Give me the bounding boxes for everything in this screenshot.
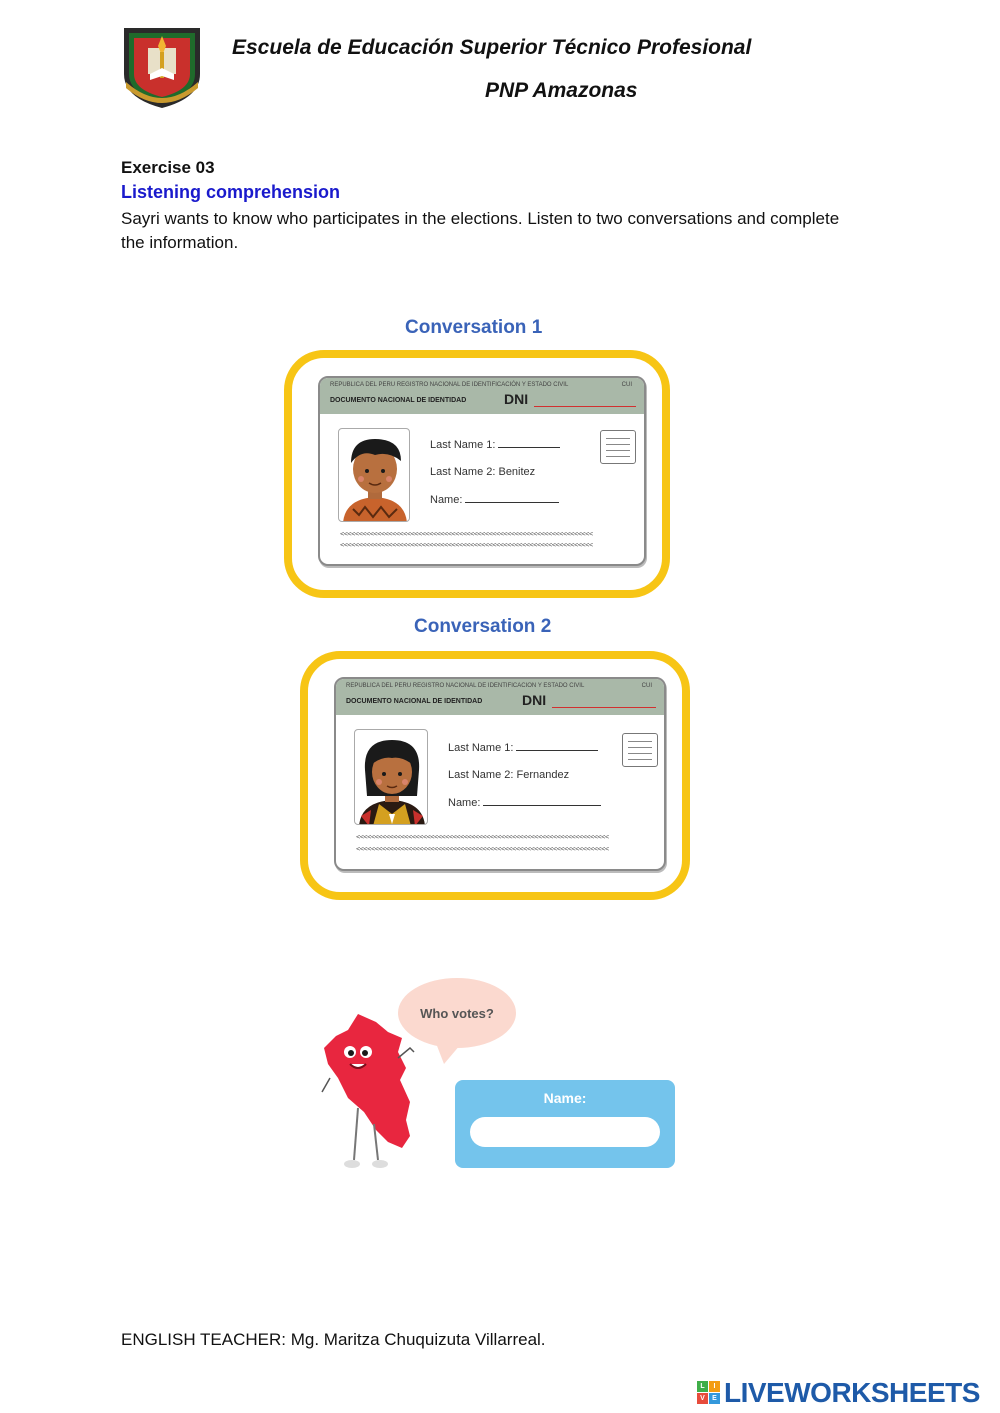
who-votes-name-input[interactable] xyxy=(470,1117,660,1147)
last-name-1-blank[interactable] xyxy=(498,438,560,448)
exercise-number: Exercise 03 xyxy=(121,158,215,177)
brand-tile: V xyxy=(697,1393,708,1404)
peru-map-mascot-icon xyxy=(318,1008,418,1174)
who-votes-name-label: Name: xyxy=(543,1090,587,1106)
conversation-2-title: Conversation 2 xyxy=(414,616,552,637)
exercise-title: Listening comprehension xyxy=(121,182,341,202)
name-field xyxy=(430,493,559,506)
brand-tile: E xyxy=(709,1393,720,1404)
name-blank[interactable] xyxy=(465,493,559,503)
who-votes-name-box xyxy=(455,1080,675,1168)
card-dni-line xyxy=(552,707,656,708)
name-label: Name: xyxy=(448,797,481,809)
card-registry-text: REPUBLICA DEL PERU REGISTRO NACIONAL DE IDENTIFICACION Y ESTADO CIVIL xyxy=(346,683,585,689)
card-dni-text: DNI xyxy=(522,692,547,708)
teacher-credit: ENGLISH TEACHER: Mg. Maritza Chuquizuta Villarreal. xyxy=(121,1330,546,1349)
last-name-2-field: Last Name 2: Benitez xyxy=(430,466,536,478)
school-crest-logo xyxy=(120,22,204,110)
mrz-line-2: <<<<<<<<<<<<<<<<<<<<<<<<<<<<<<<<<<<<<<<<<<<<<<<<<<<<<<<<<<<<<<<<<<<< xyxy=(340,541,593,549)
mrz-line-2: <<<<<<<<<<<<<<<<<<<<<<<<<<<<<<<<<<<<<<<<<<<<<<<<<<<<<<<<<<<<<<<<<<<< xyxy=(356,845,609,853)
barcode-icon xyxy=(600,430,636,464)
photo-girl xyxy=(354,729,428,825)
card-dni-text: DNI xyxy=(504,391,529,407)
liveworksheets-logo-icon xyxy=(697,1381,721,1405)
photo-boy xyxy=(338,428,410,522)
last-name-2-field: Last Name 2: Fernandez xyxy=(448,769,570,781)
name-blank[interactable] xyxy=(483,796,601,806)
card-cui-text: CUI xyxy=(621,382,632,388)
name-label: Name: xyxy=(430,494,463,506)
school-name: Escuela de Educación Superior Técnico Profesional xyxy=(232,36,752,59)
mrz-line-1: <<<<<<<<<<<<<<<<<<<<<<<<<<<<<<<<<<<<<<<<<<<<<<<<<<<<<<<<<<<<<<<<<<<< xyxy=(340,530,593,538)
id-card-1 xyxy=(318,376,646,566)
liveworksheets-brand xyxy=(697,1377,993,1409)
card-document-text: DOCUMENTO NACIONAL DE IDENTIDAD xyxy=(330,397,467,404)
brand-tile: I xyxy=(709,1381,720,1392)
name-field xyxy=(448,796,601,809)
last-name-1-field xyxy=(448,741,598,754)
id-card-2 xyxy=(334,677,666,871)
card-cui-text: CUI xyxy=(641,683,652,689)
mrz-line-1: <<<<<<<<<<<<<<<<<<<<<<<<<<<<<<<<<<<<<<<<<<<<<<<<<<<<<<<<<<<<<<<<<<<< xyxy=(356,833,609,841)
conversation-2-frame xyxy=(300,651,690,900)
last-name-1-field xyxy=(430,438,560,451)
speech-bubble-text: Who votes? xyxy=(420,1006,494,1021)
card-header xyxy=(320,378,644,414)
conversation-1-title: Conversation 1 xyxy=(405,317,543,338)
last-name-1-label: Last Name 1: xyxy=(448,742,514,754)
barcode-icon xyxy=(622,733,658,767)
card-registry-text: REPUBLICA DEL PERU REGISTRO NACIONAL DE IDENTIFICACIÓN Y ESTADO CIVIL xyxy=(330,382,569,388)
card-dni-line xyxy=(534,406,636,407)
last-name-1-blank[interactable] xyxy=(516,741,598,751)
last-name-1-label: Last Name 1: xyxy=(430,439,496,451)
conversation-1-frame xyxy=(284,350,670,598)
school-subtitle: PNP Amazonas xyxy=(485,79,638,102)
brand-tile: L xyxy=(697,1381,708,1392)
speech-bubble-tail xyxy=(434,1038,466,1064)
card-document-text: DOCUMENTO NACIONAL DE IDENTIDAD xyxy=(346,698,483,705)
exercise-instructions: Sayri wants to know who participates in the elections. Listen to two conversations and complete the information. xyxy=(121,209,840,252)
liveworksheets-wordmark: LIVEWORKSHEETS xyxy=(724,1377,980,1408)
card-header xyxy=(336,679,664,715)
